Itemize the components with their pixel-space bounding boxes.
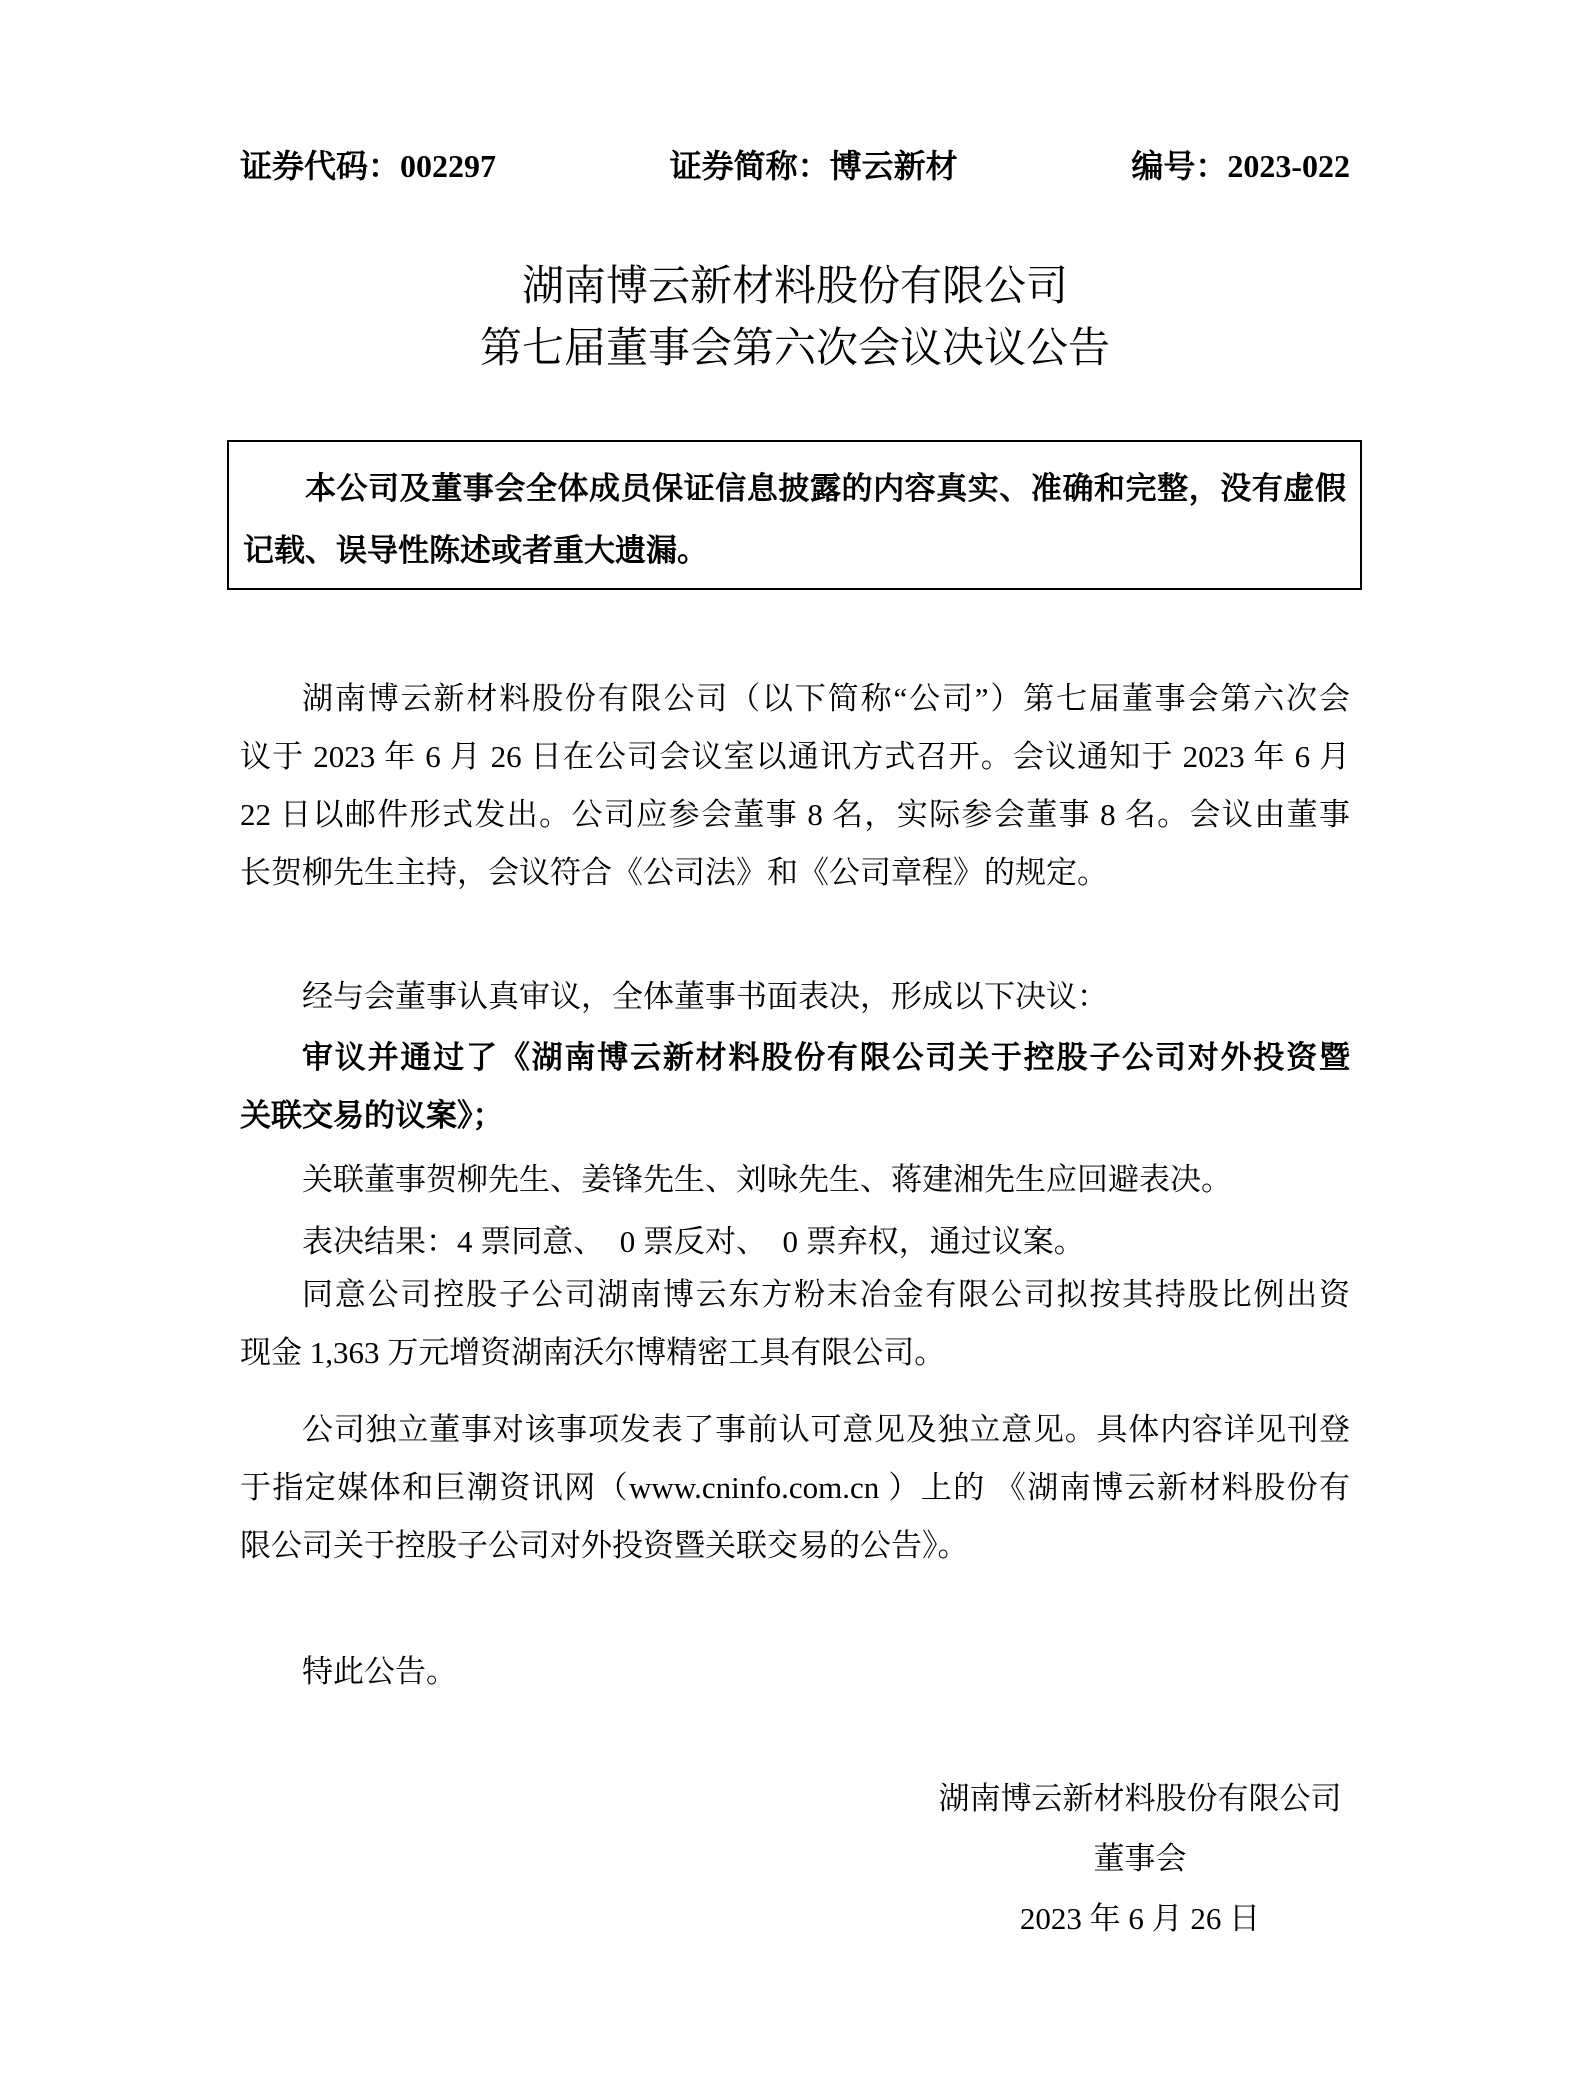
resolution-intro-paragraph <box>240 968 1350 1026</box>
text-line: 审议并通过了《湖南博云新材料股份有限公司关于控股子公司对外投资暨 <box>302 1040 1350 1075</box>
text-line: 特此公告。 <box>302 1654 457 1689</box>
text-line: 湖南博云新材料股份有限公司（以下简称“公司”）第七届董事会第六次会 <box>302 681 1350 716</box>
text-line: 关联交易的议案》； <box>240 1098 504 1133</box>
text-line: 22 日以邮件形式发出。公司应参会董事 8 名，实际参会董事 8 名。会议由董事 <box>240 797 1350 832</box>
doc-title-announcement: 第七届董事会第六次会议决议公告 <box>479 326 1110 372</box>
stock-code-label: 证券代码：002297 <box>240 148 497 184</box>
text-line: 于指定媒体和巨潮资讯网（www.cninfo.com.cn ）上的 《湖南博云新材料股份有 <box>240 1470 1350 1505</box>
closing-paragraph <box>240 1643 1350 1701</box>
doc-number-label: 编号：2023-022 <box>1131 148 1350 184</box>
text-line: 议于 2023 年 6 月 26 日在公司会议室以通讯方式召开。会议通知于 2023 年 6 月 <box>240 739 1350 774</box>
meeting-info-paragraph <box>240 670 1350 902</box>
text-line: 同意公司控股子公司湖南博云东方粉末冶金有限公司拟按其持股比例出资 <box>302 1277 1350 1312</box>
text-line: 长贺柳先生主持，会议符合《公司法》和《公司章程》的规定。 <box>240 855 1108 890</box>
text-line: 公司独立董事对该事项发表了事前认可意见及独立意见。具体内容详见刊登 <box>302 1412 1350 1447</box>
abstention-note-paragraph <box>240 1151 1350 1209</box>
investment-detail-paragraph <box>240 1266 1350 1382</box>
vote-result-paragraph <box>240 1213 1350 1271</box>
text-line: 记载、误导性陈述或者重大遗漏。 <box>243 533 708 568</box>
independent-directors-opinion-paragraph <box>240 1401 1350 1575</box>
text-line: 关联董事贺柳先生、姜锋先生、刘咏先生、蒋建湘先生应回避表决。 <box>302 1162 1232 1197</box>
text-line: 经与会董事认真审议，全体董事书面表决，形成以下决议： <box>302 979 1108 1014</box>
signature-company: 湖南博云新材料股份有限公司 <box>938 1781 1342 1816</box>
resolution-item-paragraph <box>240 1029 1350 1145</box>
signature-board: 董事会 <box>1093 1841 1187 1876</box>
text-line: 表决结果：4 票同意、 0 票反对、 0 票弃权，通过议案。 <box>302 1224 1085 1259</box>
text-line: 现金 1,363 万元增资湖南沃尔博精密工具有限公司。 <box>240 1335 946 1370</box>
doc-header <box>240 148 1350 184</box>
signature-date: 2023 年 6 月 26 日 <box>1019 1901 1261 1936</box>
text-line: 本公司及董事会全体成员保证信息披露的内容真实、准确和完整，没有虚假 <box>305 471 1346 506</box>
text-line: 限公司关于控股子公司对外投资暨关联交易的公告》。 <box>240 1528 969 1563</box>
doc-title-company: 湖南博云新材料股份有限公司 <box>521 264 1068 310</box>
disclaimer-box <box>227 440 1362 590</box>
signature-block <box>930 1769 1350 1949</box>
stock-abbr-label: 证券简称：博云新材 <box>669 148 958 184</box>
